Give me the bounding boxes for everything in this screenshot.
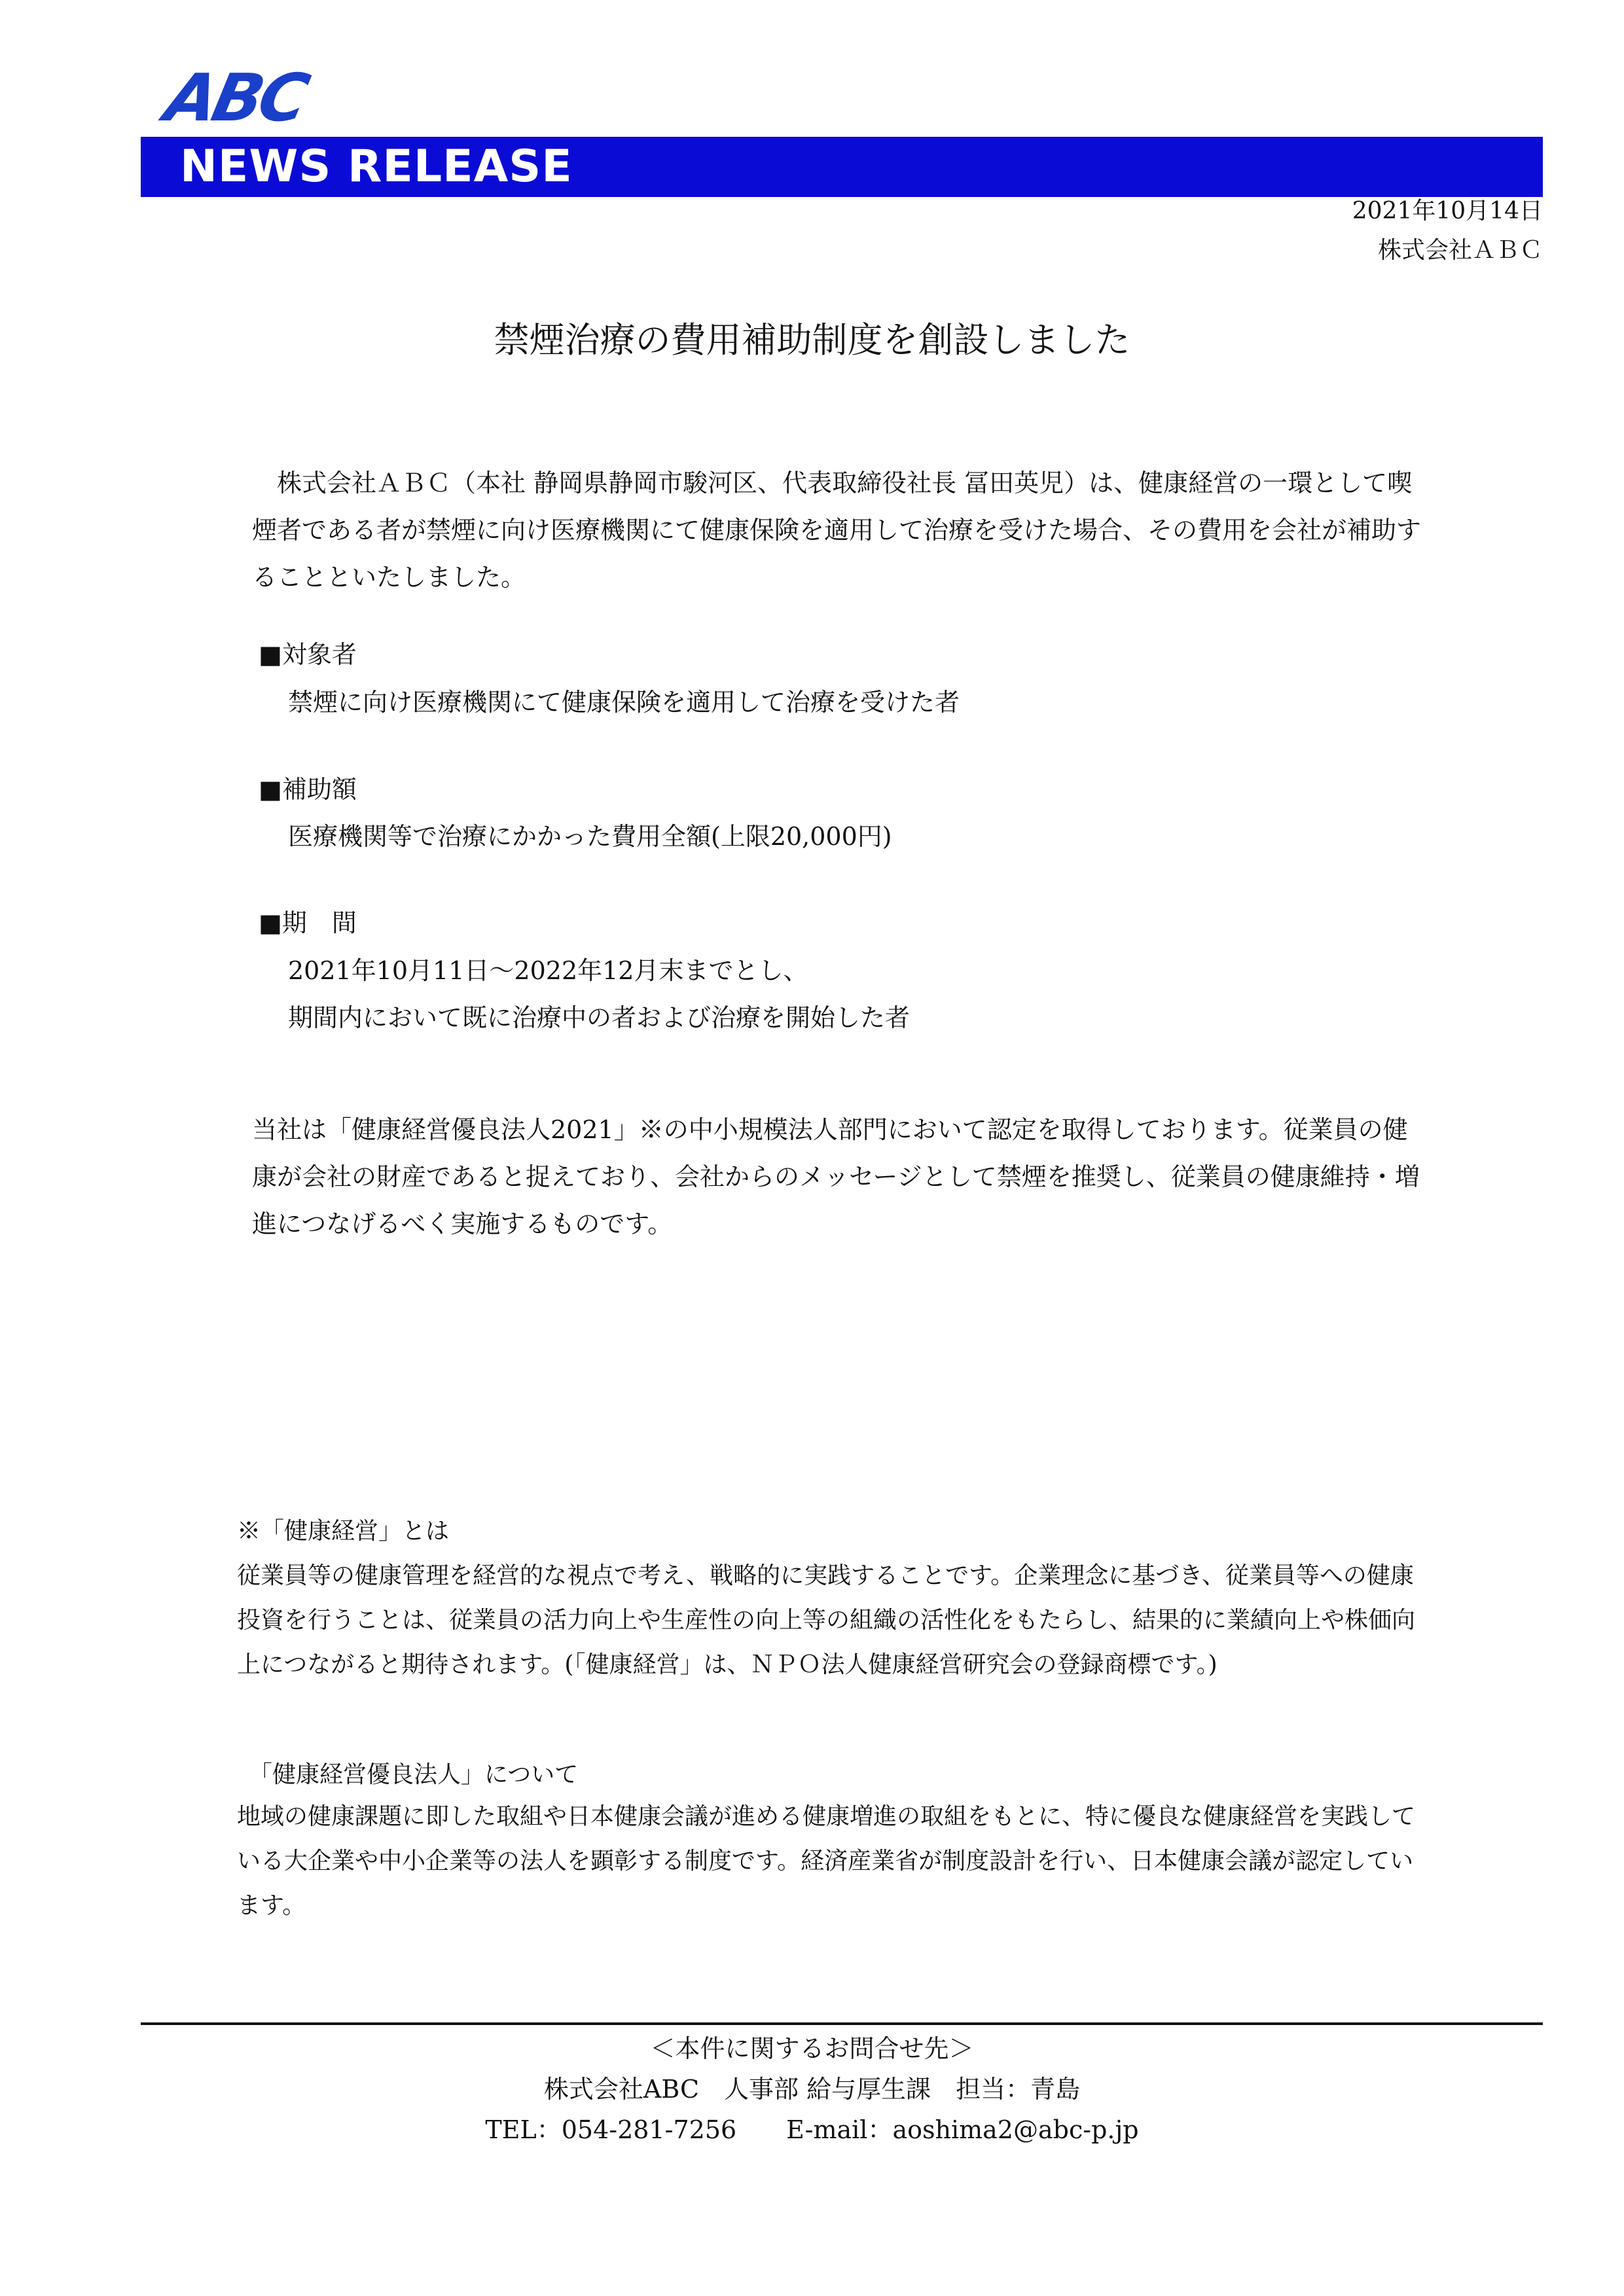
contact-person: 株式会社ABC 人事部 給与厚生課 担当：青島 [543,2075,1081,2104]
release-date: 2021年10月14日 [1352,198,1543,224]
statement-paragraph: 当社は「健康経営優良法人2021」※の中小規模法人部門において認定を取得しております。従業員の健康が会社の財産であると捉えており、会社からのメッセージとして禁煙を推奨し、従業員の健康維持・増進につなげるべく実施するものです。 [252,1115,1420,1238]
note-body-kenko-keiei: 従業員等の健康管理を経営的な視点で考え、戦略的に実践することです。企業理念に基づき、従業員等への健康投資を行うことは、従業員の活力向上や生産性の向上等の組織の活性化をもたらし、結果的に業績向上や株価向上につながると期待されます。(「健康経営」は、ＮＰＯ法人健康経営研究会の登録商標です。) [237,1562,1416,1678]
section-body-period-line1: 2021年10月11日～2022年12月末までとし、 [288,956,808,985]
note-heading-yuryo-hojin: 「健康経営優良法人」について [249,1761,579,1788]
section-heading-amount: ■補助額 [259,775,357,804]
intro-paragraph: 株式会社ＡＢＣ（本社 静岡県静岡市駿河区、代表取締役社長 冨田英児）は、健康経営の一環として喫煙者である者が禁煙に向け医療機関にて健康保険を適用して治療を受けた場合、その費用を会社が補助することといたしました。 [252,469,1422,592]
document-title: 禁煙治療の費用補助制度を創設しました [494,319,1130,361]
news-release-banner [141,137,1543,197]
section-heading-period: ■期 間 [259,908,357,937]
section-heading-target: ■対象者 [259,640,357,669]
footer-divider [141,2022,1543,2025]
contact-phone-email: TEL：054-281-7256 E-mail：aoshima2@abc-p.jp [485,2115,1139,2144]
banner-title: NEWS RELEASE [180,141,573,192]
note-heading-kenko-keiei: ※「健康経営」とは [237,1518,450,1545]
abc-logo: ABC [158,60,312,136]
section-body-amount: 医療機関等で治療にかかった費用全額(上限20,000円) [288,822,892,851]
section-body-period-line2: 期間内において既に治療中の者および治療を開始した者 [288,1003,911,1032]
contact-heading: ＜本件に関するお問合せ先＞ [650,2034,974,2063]
company-name: 株式会社ＡＢＣ [1377,237,1543,264]
note-body-yuryo-hojin: 地域の健康課題に即した取組や日本健康会議が進める健康増進の取組をもとに、特に優良な健康経営を実践している大企業や中小企業等の法人を顕彰する制度です。経済産業省が制度設計を行い、日本健康会議が認定しています。 [237,1803,1416,1919]
section-body-target: 禁煙に向け医療機関にて健康保険を適用して治療を受けた者 [288,688,960,717]
